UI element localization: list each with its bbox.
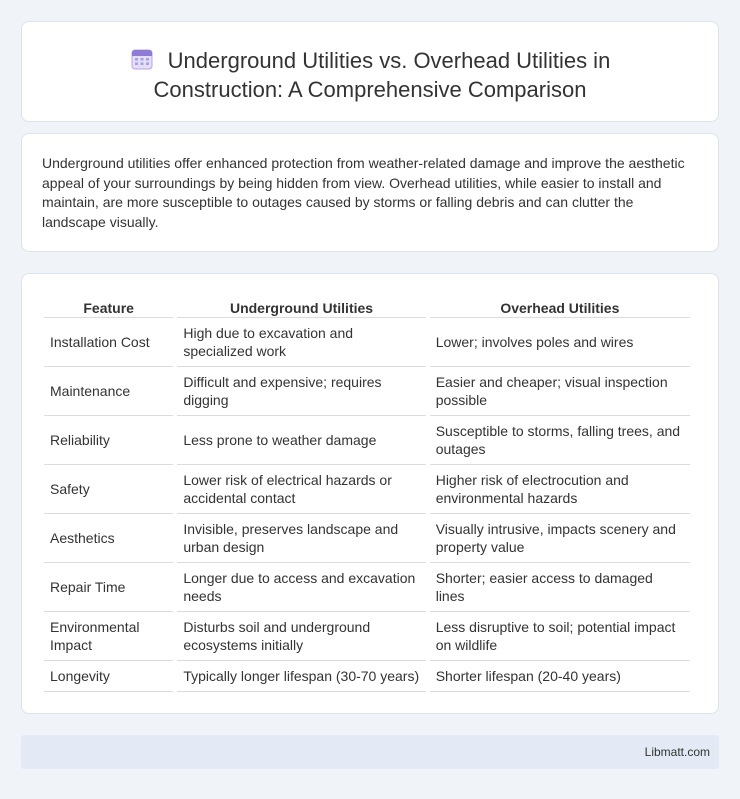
title-line-1: Underground Utilities vs. Overhead Utilities in [167,48,611,73]
cell-feature: Environmental Impact [44,612,173,661]
calendar-icon [130,47,154,71]
table-header-row [44,294,690,318]
cell-overhead: Shorter; easier access to damaged lines [430,563,690,612]
cell-underground: Invisible, preserves landscape and urban design [177,514,425,563]
cell-underground: Lower risk of electrical hazards or accidental contact [177,465,425,514]
cell-overhead: Less disruptive to soil; potential impact on wildlife [430,612,690,661]
cell-overhead: Easier and cheaper; visual inspection possible [430,367,690,416]
cell-overhead: Shorter lifespan (20-40 years) [430,661,690,692]
cell-feature: Installation Cost [44,318,173,367]
intro-paragraph: Underground utilities offer enhanced protection from weather-related damage and improve the aesthetic appeal of your surroundings by being hidden from view. Overhead utilities, while easier to install and maintain, are more susceptible to outages caused by storms or falling debris and can clutter the landscape visually. [42,155,685,231]
cell-feature: Safety [44,465,173,514]
title-card [21,21,719,122]
cell-overhead: Lower; involves poles and wires [430,318,690,367]
header-feature: Feature [44,294,173,318]
table-row [44,661,690,692]
title-line-2: Construction: A Comprehensive Comparison [153,77,587,102]
table-row [44,563,690,612]
cell-feature: Maintenance [44,367,173,416]
table-row [44,416,690,465]
cell-feature: Repair Time [44,563,173,612]
table-row [44,514,690,563]
comparison-card [21,273,719,714]
cell-overhead: Susceptible to storms, falling trees, and outages [430,416,690,465]
table-row [44,612,690,661]
footer-bar [21,735,719,769]
cell-feature: Longevity [44,661,173,692]
cell-overhead: Visually intrusive, impacts scenery and property value [430,514,690,563]
cell-feature: Aesthetics [44,514,173,563]
cell-underground: Longer due to access and excavation needs [177,563,425,612]
table-row [44,318,690,367]
page-title [22,46,718,104]
cell-underground: Difficult and expensive; requires digging [177,367,425,416]
cell-underground: Typically longer lifespan (30-70 years) [177,661,425,692]
intro-card [21,133,719,252]
table-row [44,465,690,514]
cell-feature: Reliability [44,416,173,465]
header-underground: Underground Utilities [177,294,425,318]
cell-underground: Less prone to weather damage [177,416,425,465]
cell-overhead: Higher risk of electrocution and environmental hazards [430,465,690,514]
header-overhead: Overhead Utilities [430,294,690,318]
comparison-table [40,294,694,692]
cell-underground: High due to excavation and specialized work [177,318,425,367]
cell-underground: Disturbs soil and underground ecosystems initially [177,612,425,661]
footer-brand-link[interactable]: Libmatt.com [644,745,710,759]
table-row [44,367,690,416]
